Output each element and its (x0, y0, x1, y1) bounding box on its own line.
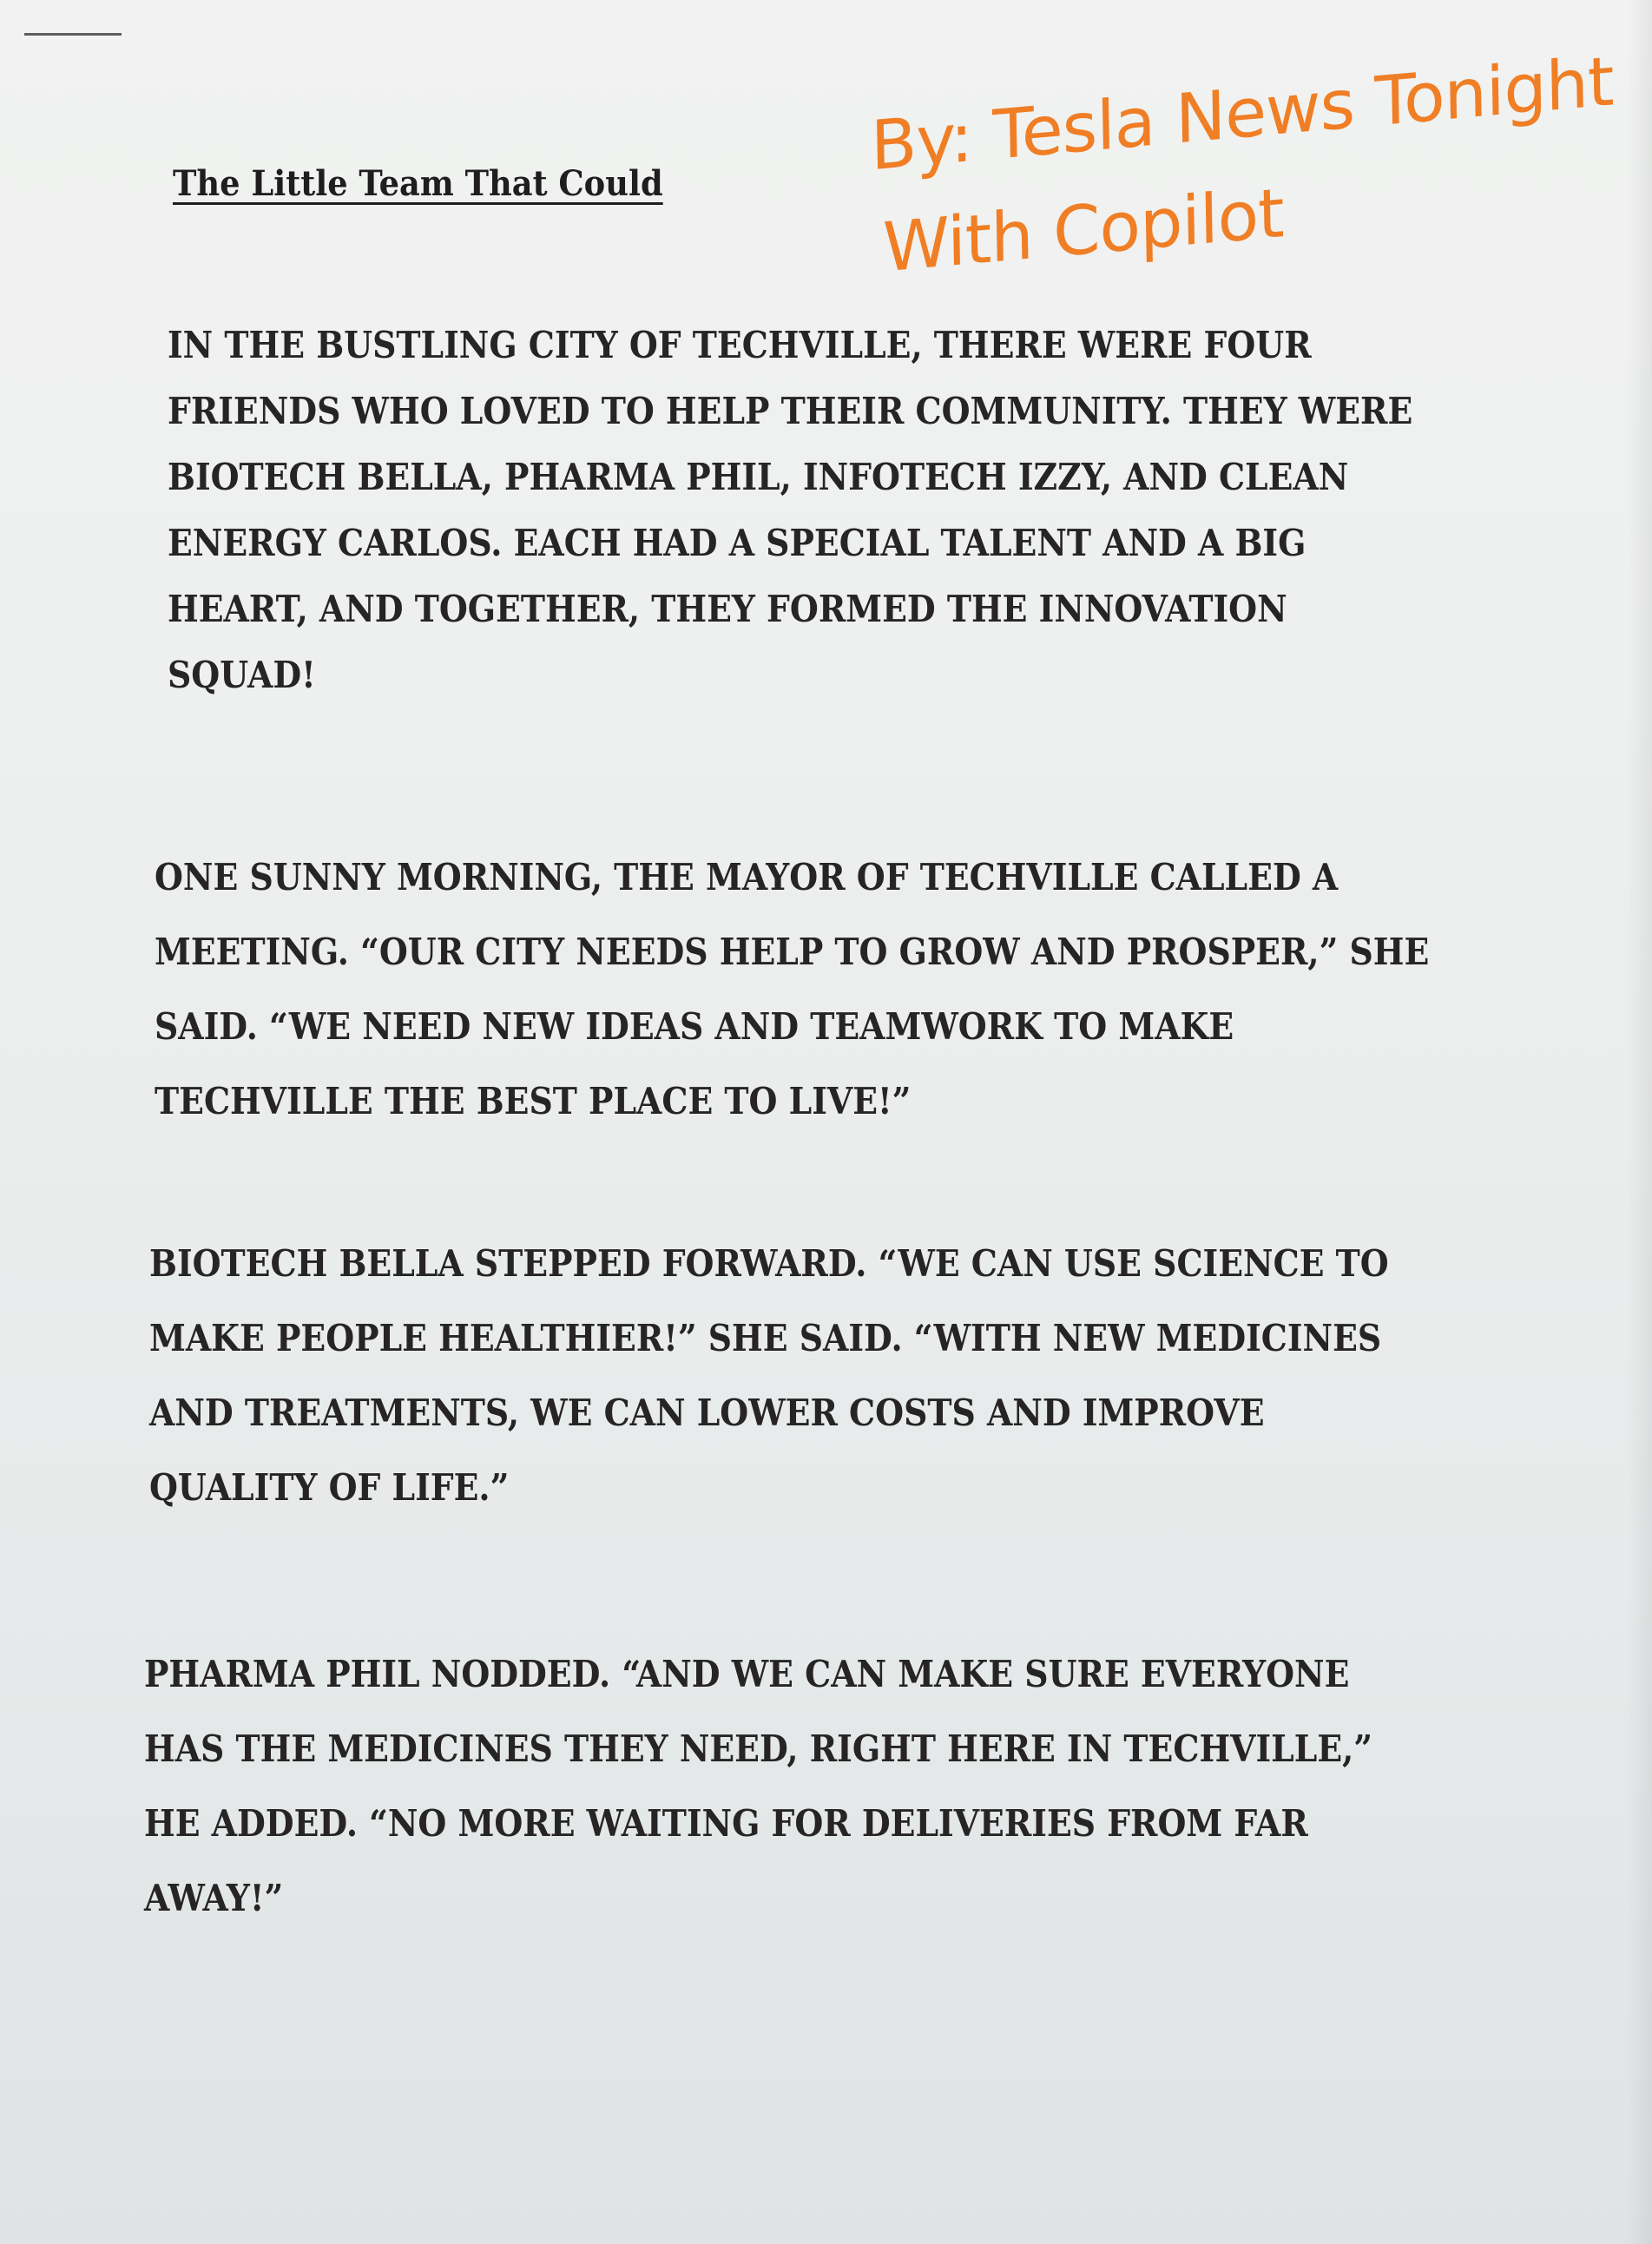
paragraph-line: MEETING. “OUR CITY NEEDS HELP TO GROW AND PROSPER,” SHE (155, 931, 1430, 973)
paragraph-line: AWAY!” (144, 1877, 284, 1919)
story-paragraph-2 (155, 840, 1429, 1139)
paragraph-line: PHARMA PHIL NODDED. “AND WE CAN MAKE SURE EVERYONE (144, 1653, 1350, 1695)
paragraph-line: HAS THE MEDICINES THEY NEED, RIGHT HERE IN TECHVILLE,” (144, 1727, 1373, 1770)
paragraph-line: AND TREATMENTS, WE CAN LOWER COSTS AND IMPROVE (149, 1392, 1265, 1434)
story-paragraph-1 (168, 313, 1412, 708)
paragraph-line: ENERGY CARLOS. EACH HAD A SPECIAL TALENT AND A BIG (168, 522, 1306, 564)
paragraph-line: BIOTECH BELLA STEPPED FORWARD. “WE CAN USE SCIENCE TO (149, 1242, 1389, 1285)
paragraph-line: HE ADDED. “NO MORE WAITING FOR DELIVERIES FROM FAR (144, 1802, 1308, 1845)
corner-line-mark (24, 33, 122, 36)
byline-line-1: By: Tesla News Tonight (870, 43, 1615, 187)
paragraph-line: FRIENDS WHO LOVED TO HELP THEIR COMMUNITY. THEY WERE (168, 390, 1413, 432)
paragraph-line: SAID. “WE NEED NEW IDEAS AND TEAMWORK TO MAKE (155, 1005, 1234, 1048)
paragraph-line: HEART, AND TOGETHER, THEY FORMED THE INNOVATION (168, 588, 1287, 630)
story-paragraph-3 (149, 1227, 1389, 1525)
story-title: The Little Team That Could (173, 163, 663, 204)
handwritten-byline (870, 28, 1643, 300)
paragraph-line: TECHVILLE THE BEST PLACE TO LIVE!” (155, 1080, 912, 1122)
paragraph-line: SQUAD! (168, 654, 316, 696)
paragraph-line: MAKE PEOPLE HEALTHIER!” SHE SAID. “WITH NEW MEDICINES (149, 1317, 1382, 1359)
byline-line-2: With Copilot (882, 174, 1285, 288)
paragraph-line: IN THE BUSTLING CITY OF TECHVILLE, THERE WERE FOUR (168, 324, 1312, 366)
paragraph-line: ONE SUNNY MORNING, THE MAYOR OF TECHVILLE CALLED A (155, 856, 1339, 898)
story-paragraph-4 (144, 1637, 1372, 1936)
paragraph-line: QUALITY OF LIFE.” (149, 1466, 510, 1509)
paragraph-line: BIOTECH BELLA, PHARMA PHIL, INFOTECH IZZY, AND CLEAN (168, 456, 1349, 498)
page-edge-shadow (1628, 0, 1652, 2244)
